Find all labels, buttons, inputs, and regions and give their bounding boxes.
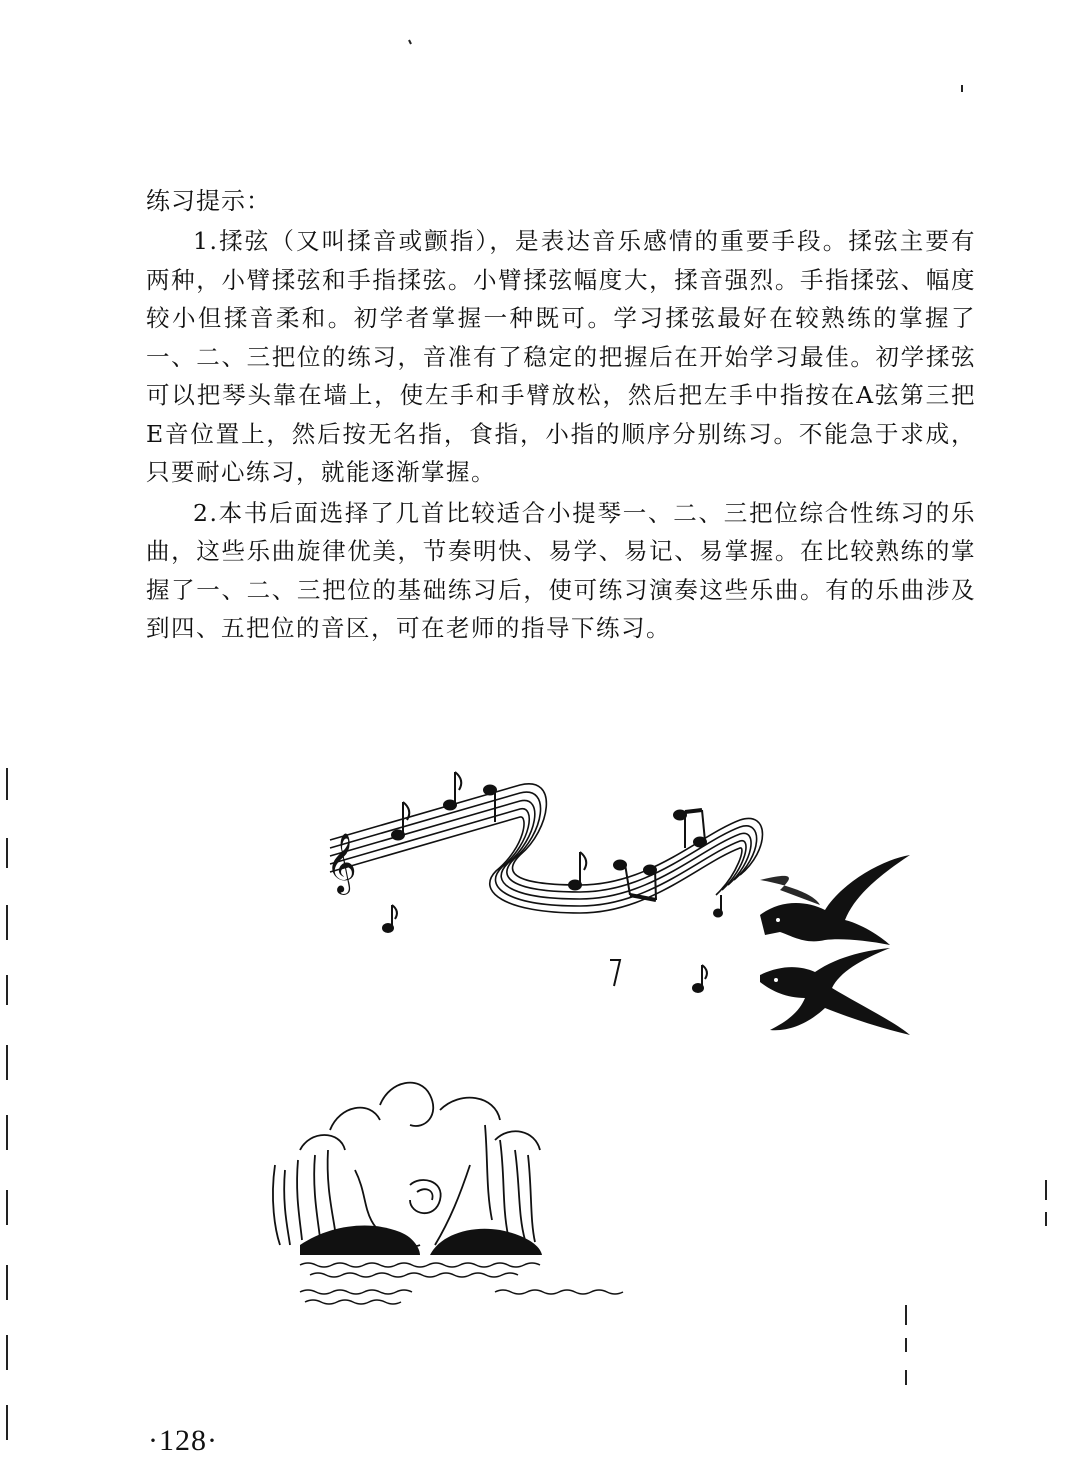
section-heading: 练习提示： — [146, 187, 271, 215]
page-body — [146, 186, 976, 648]
paragraph-vibrato: 1.揉弦（又叫揉音或颤指），是表达音乐感情的重要手段。揉弦主要有两种，小臂揉弦和手指揉弦。小臂揉弦幅度大，揉音强烈。手指揉弦、幅度较小但揉音柔和。初学者掌握一种既可。学习揉弦最好在较熟练的掌握了一、二、三把位的练习，音准有了稳定的把握后在开始学习最佳。初学揉弦可以把琴头靠在墙上，使左手和手臂放松，然后把左手中指按在A弦第三把E音位置上，然后按无名指，食指，小指的顺序分别练习。不能急于求成，只要耐心练习，就能逐渐掌握。 — [146, 227, 976, 486]
svg-text:𝄞: 𝄞 — [326, 833, 357, 893]
page-number: ·128· — [148, 1424, 218, 1457]
music-staff-swallows-icon — [320, 760, 920, 1060]
willow-trees-water-icon — [270, 1070, 630, 1310]
paragraph-repertoire: 2.本书后面选择了几首比较适合小提琴一、二、三把位综合性练习的乐曲，这些乐曲旋律优美，节奏明快、易学、易记、易掌握。在比较熟练的掌握了一、二、三把位的基础练习后，使可练习演奏这些乐曲。有的乐曲涉及到四、五把位的音区，可在老师的指导下练习。 — [146, 498, 976, 642]
